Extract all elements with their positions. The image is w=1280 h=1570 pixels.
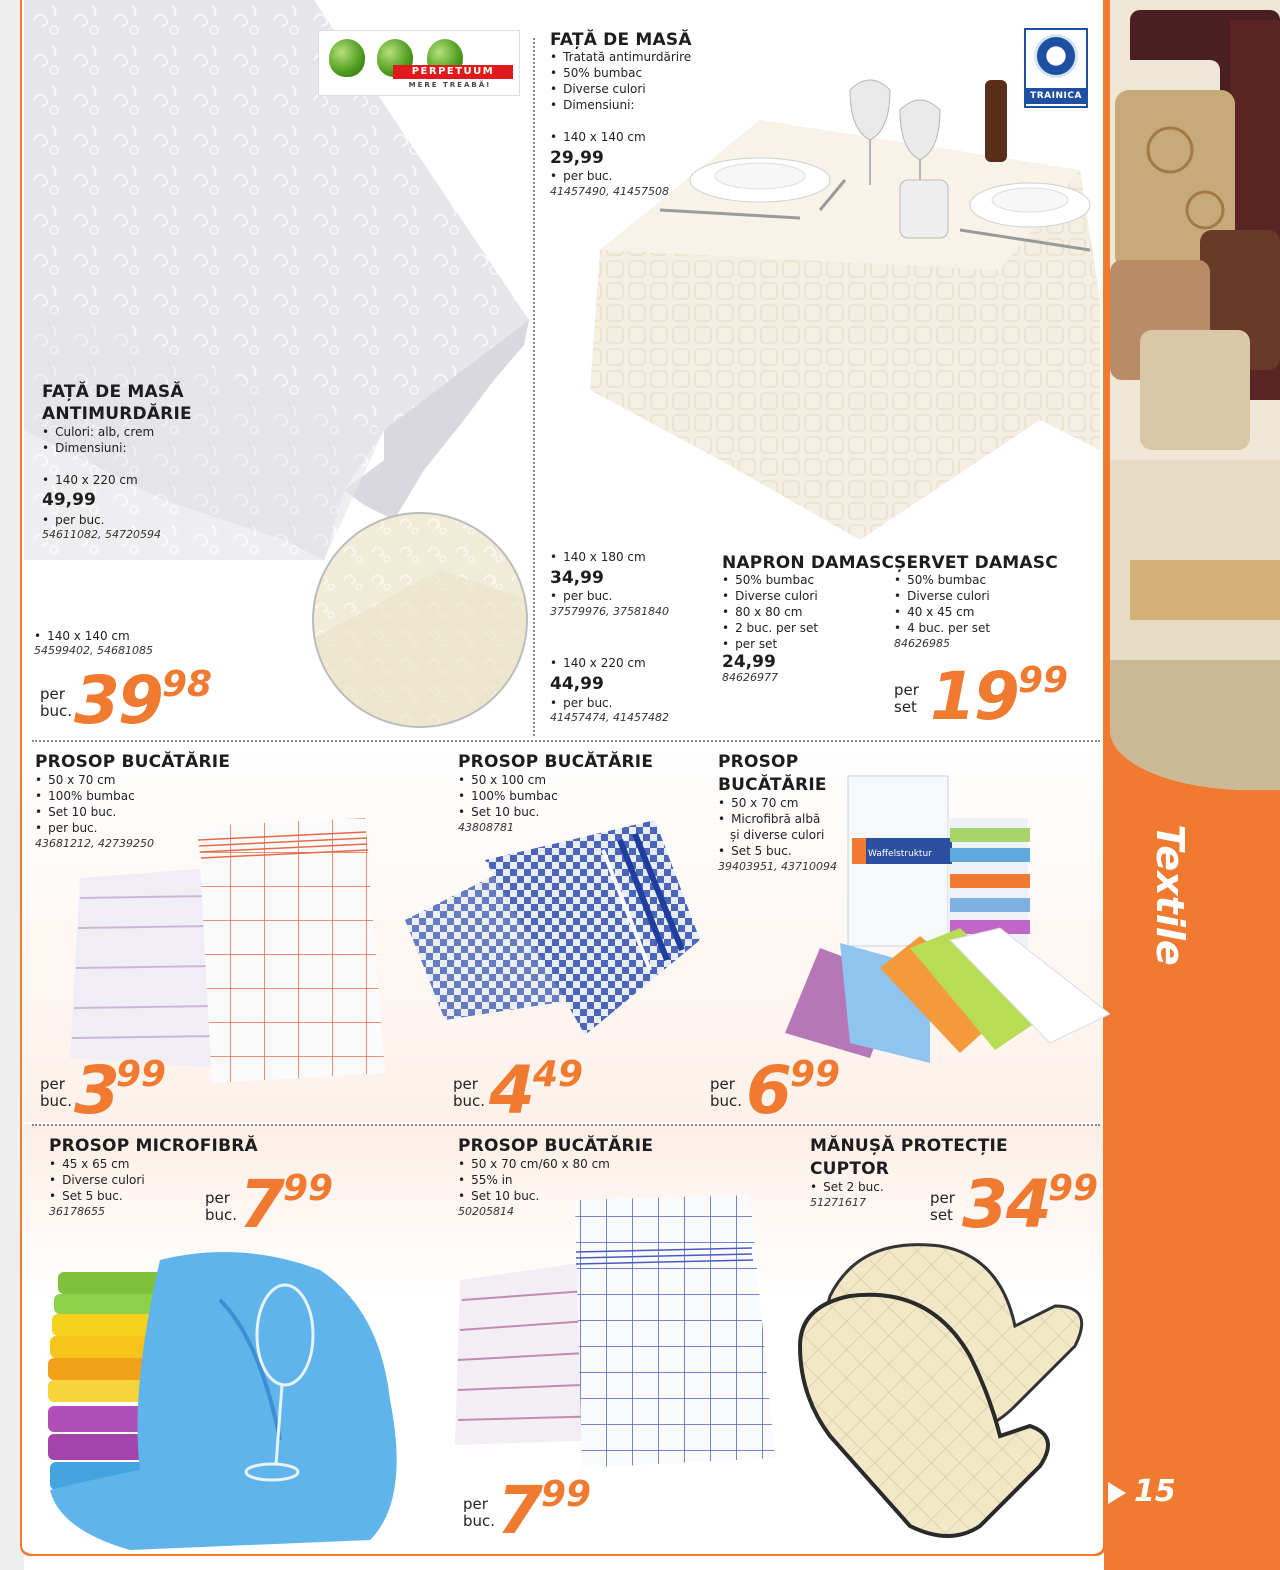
antidirt-size-b: • 140 x 140 cm: [34, 628, 130, 644]
towel-4-feature: • Set 10 buc.: [458, 1188, 539, 1204]
towel-1-image: [60, 818, 400, 1088]
tablecloth-feature: • Tratată antimurdărire: [550, 49, 691, 65]
price-unit-line: per: [463, 1495, 488, 1513]
price-unit: [930, 1190, 955, 1224]
antidirt-feature: • Dimensiuni:: [42, 440, 127, 456]
napron-feature: • Diverse culori: [722, 588, 818, 604]
play-arrow-icon: [1108, 1482, 1126, 1504]
price-integer: 7: [239, 1166, 283, 1243]
tablecloth-feature: • 50% bumbac: [550, 65, 642, 81]
towel-2-feature: • 100% bumbac: [458, 788, 558, 804]
price-decimals: 99: [1018, 660, 1069, 701]
perpetuum-tagline: MERE TREABĂ!: [408, 81, 492, 89]
tablecloth-size-c: • 140 x 220 cm: [550, 655, 646, 671]
price-decimals: 49: [533, 1054, 584, 1095]
towel-3-feature: • 50 x 70 cm: [718, 795, 798, 811]
tablecloth-unit-b: • per buc.: [550, 588, 612, 604]
tablecloth-unit-c: • per buc.: [550, 695, 612, 711]
towel-1-feature: • per buc.: [35, 820, 97, 836]
room-photo: [1110, 0, 1280, 790]
price-unit-line: per: [894, 681, 919, 699]
microfiber-title: PROSOP MICROFIBRĂ: [49, 1136, 258, 1156]
price-unit-line: set: [930, 1206, 953, 1224]
package-label: Waffelstruktur: [868, 849, 932, 859]
mitt-code: 51271617: [810, 1196, 866, 1209]
tablecloth-codes-c: 41457474, 41457482: [550, 711, 669, 724]
perpetuum-logo: [318, 30, 520, 96]
price-integer: 39: [74, 662, 162, 739]
towel-3-code: 39403951, 43710094: [718, 860, 837, 873]
servet-feature: • Diverse culori: [894, 588, 990, 604]
price-unit-line: buc.: [40, 1092, 73, 1110]
microfiber-feature: • Diverse culori: [49, 1172, 145, 1188]
mitt-big-price: [930, 1166, 1100, 1243]
room-photo-image: [1110, 0, 1280, 790]
price-unit-line: buc.: [453, 1092, 486, 1110]
price-unit: [710, 1076, 742, 1110]
towel-2-code: 43808781: [458, 821, 514, 834]
price-unit-line: per: [40, 1075, 65, 1093]
servet-feature: • 40 x 45 cm: [894, 604, 974, 620]
trainica-brand: TRAINICA: [1026, 88, 1086, 104]
price-unit: [453, 1076, 485, 1110]
price-decimals: 98: [162, 664, 213, 705]
towel-1-feature: • 50 x 70 cm: [35, 772, 115, 788]
antidirt-big-price: [40, 662, 220, 739]
price-unit-line: set: [894, 698, 917, 716]
price-unit-line: buc.: [710, 1092, 743, 1110]
tablecloth-feature: • Dimensiuni:: [550, 97, 635, 113]
price-decimals: 99: [116, 1054, 167, 1095]
napron-code: 84626977: [722, 671, 778, 684]
antidirt-title-1: FAȚĂ DE MASĂ: [42, 382, 184, 402]
oven-mitt-image: [790, 1236, 1090, 1546]
page-number-label: 15: [1134, 1474, 1176, 1509]
microfiber-feature: • Set 5 buc.: [49, 1188, 123, 1204]
section-tab: [1130, 815, 1210, 975]
towel-1-code: 43681212, 42739250: [35, 837, 154, 850]
perpetuum-brand: PERPETUUM: [393, 65, 513, 79]
mitt-title-1: MĂNUȘĂ PROTECȚIE: [810, 1136, 1008, 1156]
napron-title: NAPRON DAMASC: [722, 553, 895, 573]
divider-horizontal-1: [32, 740, 1100, 742]
tablecloth-price-a: 29,99: [550, 148, 604, 168]
tablecloth-price-c: 44,99: [550, 674, 604, 694]
price-decimals: 99: [283, 1168, 334, 1209]
towel-3-feature: și diverse culori: [730, 828, 825, 842]
towel-4-feature: • 50 x 70 cm/60 x 80 cm: [458, 1156, 610, 1172]
tablecloth-price-b: 34,99: [550, 568, 604, 588]
towel-4-image: [450, 1190, 790, 1480]
mitt-feature: • Set 2 buc.: [810, 1179, 884, 1195]
servet-code: 84626985: [894, 637, 950, 650]
price-unit-line: buc.: [463, 1512, 496, 1530]
price-integer: 19: [930, 658, 1018, 735]
servet-feature: • 50% bumbac: [894, 572, 986, 588]
towel-2-title: PROSOP BUCĂTĂRIE: [458, 752, 654, 772]
antidirt-feature: • Culori: alb, crem: [42, 424, 154, 440]
price-decimals: 99: [1048, 1168, 1099, 1209]
tablecloth-title: FAȚĂ DE MASĂ: [550, 30, 692, 50]
tablecloth-codes-b: 37579976, 37581840: [550, 605, 669, 618]
napron-feature: • 80 x 80 cm: [722, 604, 802, 620]
towel-4-title: PROSOP BUCĂTĂRIE: [458, 1136, 654, 1156]
antidirt-price-a: 49,99: [42, 490, 96, 510]
towel-3-feature: • Set 5 buc.: [718, 843, 792, 859]
towel-4-feature: • 55% in: [458, 1172, 513, 1188]
microfiber-feature: • 45 x 65 cm: [49, 1156, 129, 1172]
antidirt-title-2: ANTIMURDĂRIE: [42, 404, 192, 424]
servet-title: ȘERVET DAMASC: [894, 553, 1058, 573]
price-integer: 34: [962, 1166, 1050, 1243]
towel-4-code: 50205814: [458, 1205, 514, 1218]
napron-price: 24,99: [722, 652, 776, 672]
towel-3-title-2: BUCĂTĂRIE: [718, 775, 827, 795]
page-number: [1104, 1470, 1194, 1514]
towel-2-image: [405, 820, 705, 1050]
towel-1-title: PROSOP BUCĂTĂRIE: [35, 752, 231, 772]
antidirt-codes-b: 54599402, 54681085: [34, 644, 153, 657]
price-integer: 3: [74, 1052, 118, 1129]
towel-2-feature: • 50 x 100 cm: [458, 772, 546, 788]
price-unit-line: per: [453, 1075, 478, 1093]
towel-1-feature: • Set 10 buc.: [35, 804, 116, 820]
price-integer: 6: [746, 1052, 790, 1129]
napron-feature: • per set: [722, 636, 777, 652]
antidirt-codes-a: 54611082, 54720594: [42, 528, 161, 541]
price-unit: [463, 1496, 495, 1530]
price-integer: 4: [489, 1052, 533, 1129]
mitt-title-2: CUPTOR: [810, 1159, 890, 1179]
price-unit-line: per: [40, 685, 65, 703]
microfiber-big-price: [205, 1166, 345, 1243]
tablecloth-size-a: • 140 x 140 cm: [550, 129, 646, 145]
price-unit-line: buc.: [40, 702, 73, 720]
towel-1-feature: • 100% bumbac: [35, 788, 135, 804]
price-unit: [40, 686, 72, 720]
price-decimals: 99: [790, 1054, 841, 1095]
price-unit-line: buc.: [205, 1206, 238, 1224]
towel-4-big-price: [463, 1472, 603, 1549]
napron-feature: • 50% bumbac: [722, 572, 814, 588]
tablecloth-unit-a: • per buc.: [550, 168, 612, 184]
price-unit: [205, 1190, 237, 1224]
antidirt-unit-a: • per buc.: [42, 512, 104, 528]
servet-feature: • 4 buc. per set: [894, 620, 990, 636]
tablecloth-codes-a: 41457490, 41457508: [550, 185, 669, 198]
price-decimals: 99: [541, 1474, 592, 1515]
towel-2-feature: • Set 10 buc.: [458, 804, 539, 820]
towel-1-big-price: [40, 1052, 180, 1129]
towel-3-title-1: PROSOP: [718, 752, 799, 772]
price-unit: [894, 682, 919, 716]
servet-big-price: [894, 658, 1074, 735]
towel-3-image: [780, 768, 1110, 1068]
microfiber-image: [40, 1240, 440, 1550]
microfiber-code: 36178655: [49, 1205, 105, 1218]
section-label: Textile: [1148, 824, 1192, 966]
tablecloth-size-b: • 140 x 180 cm: [550, 549, 646, 565]
tablecloth-detail-image: [310, 510, 530, 730]
price-unit-line: per: [205, 1189, 230, 1207]
antidirt-size-a: • 140 x 220 cm: [42, 472, 138, 488]
towel-3-feature: • Microfibră albă: [718, 811, 820, 827]
price-integer: 7: [497, 1472, 541, 1549]
price-unit-line: per: [930, 1189, 955, 1207]
tablecloth-feature: • Diverse culori: [550, 81, 646, 97]
price-unit: [40, 1076, 72, 1110]
price-unit-line: per: [710, 1075, 735, 1093]
apple-icon: [329, 39, 365, 77]
towel-2-big-price: [453, 1052, 593, 1129]
towel-3-big-price: [710, 1052, 850, 1129]
napron-feature: • 2 buc. per set: [722, 620, 818, 636]
